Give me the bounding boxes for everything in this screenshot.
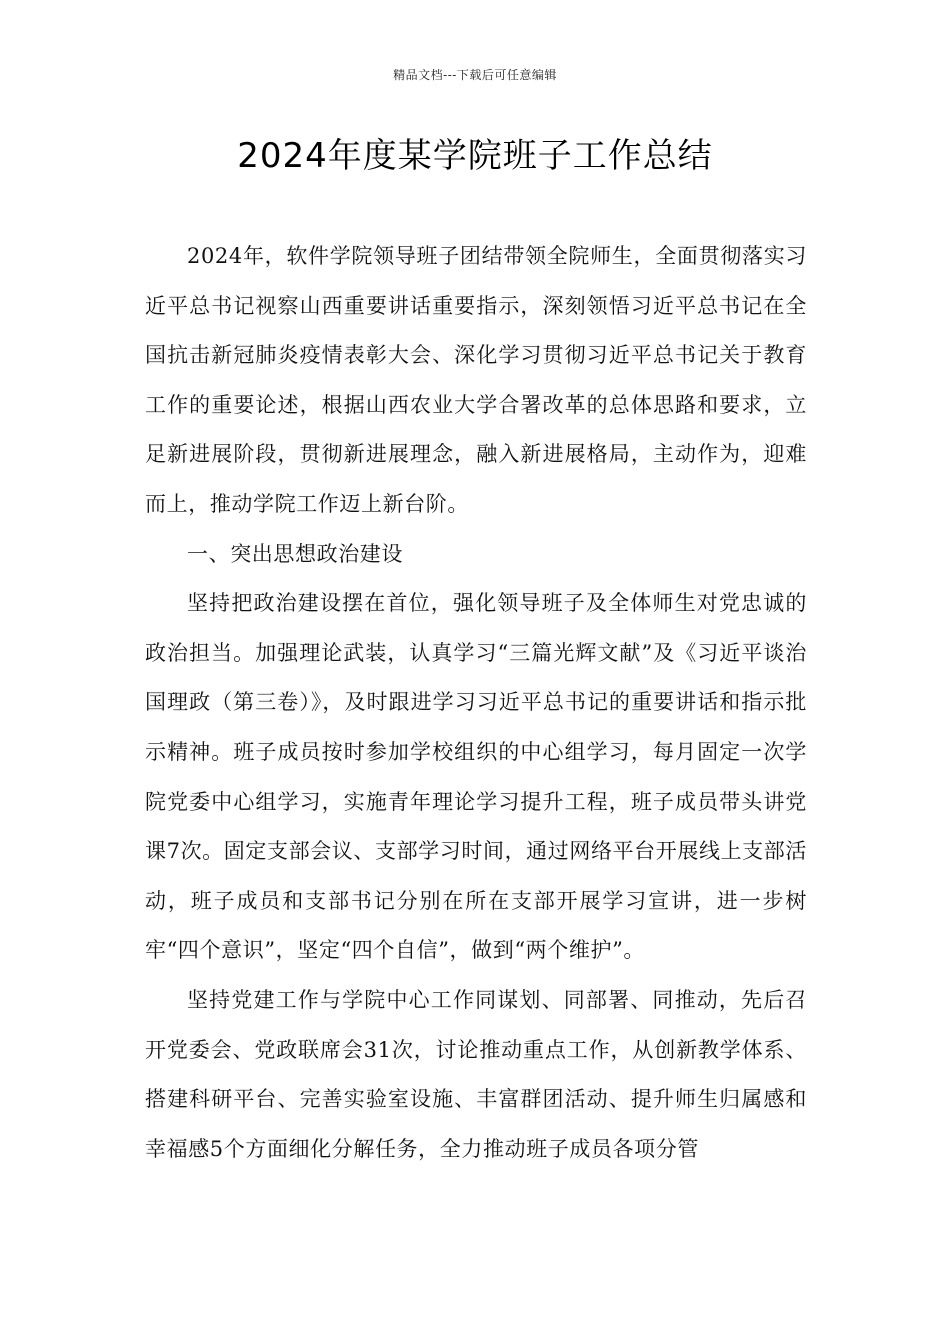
document-title: 2024年度某学院班子工作总结: [237, 136, 713, 176]
section-heading-1: 一、突出思想政治建设: [187, 541, 403, 566]
paragraph-intro: 2024年，软件学院领导班子团结带领全院师生，全面贯彻落实习近平总书记视察山西重要讲话重要指示，深刻领悟习近平总书记在全国抗击新冠肺炎疫情表彰大会、深化学习贯彻习近平总书记关于教育工作的重要论述，根据山西农业大学合署改革的总体思路和要求，立足新进展阶段，贯彻新进展理念，融入新进展格局，主动作为，迎难而上，推动学院工作迈上新台阶。: [145, 244, 807, 516]
header-note: 精品文档---下载后可任意编辑: [393, 68, 557, 82]
paragraph-party-work: 坚持党建工作与学院中心工作同谋划、同部署、同推动，先后召开党委会、党政联席会31次，讨论推动重点工作，从创新教学体系、搭建科研平台、完善实验室设施、丰富群团活动、提升师生归属感和幸福感5个方面细化分解任务，全力推动班子成员各项分管: [145, 987, 807, 1161]
document-body: [145, 232, 807, 1174]
paragraph-political-building: 坚持把政治建设摆在首位，强化领导班子及全体师生对党忠诚的政治担当。加强理论武装，认真学习“三篇光辉文献”及《习近平谈治国理政（第三卷）》，及时跟进学习习近平总书记的重要讲话和指示批示精神。班子成员按时参加学校组织的中心组学习，每月固定一次学院党委中心组学习，实施青年理论学习提升工程，班子成员带头讲党课7次。固定支部会议、支部学习时间，通过网络平台开展线上支部活动，班子成员和支部书记分别在所在支部开展学习宣讲，进一步树牢“四个意识”，坚定“四个自信”，做到“两个维护”。: [145, 591, 807, 963]
